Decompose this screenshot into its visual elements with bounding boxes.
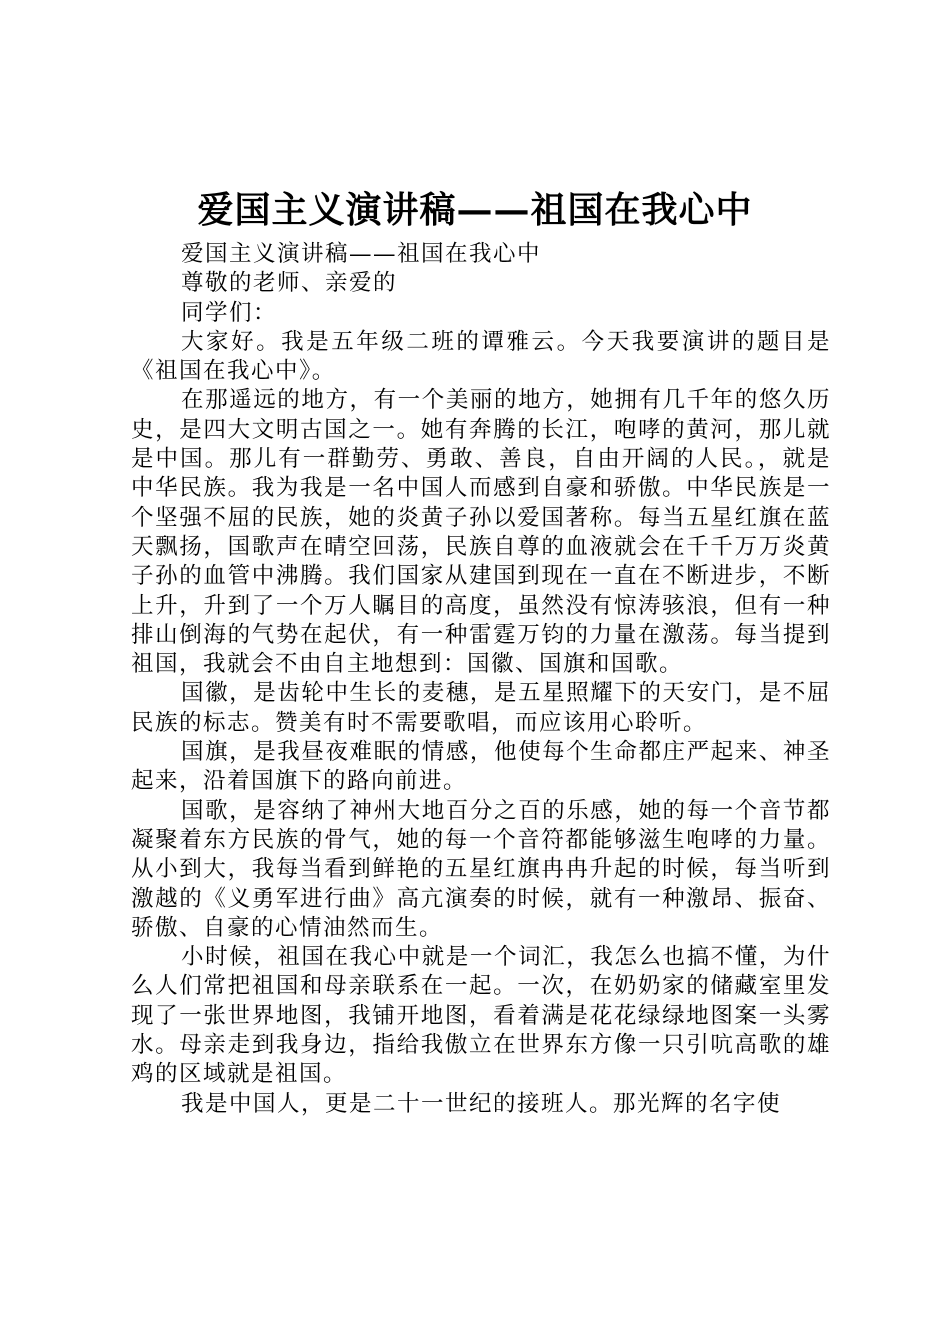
greeting-line-1: 尊敬的老师、亲爱的 — [181, 270, 398, 297]
paragraph-emblem: 国徽，是齿轮中生长的麦穗，是五星照耀下的天安门，是不屈民族的标志。赞美有时不需要歌唱，而应该用心聆听。 — [131, 680, 831, 736]
greeting-line-2: 同学们： — [181, 299, 278, 326]
paragraph-anthem: 国歌，是容纳了神州大地百分之百的乐感，她的每一个音节都凝聚着东方民族的骨气，她的每一个音符都能够滋生咆哮的力量。从小到大，我每当看到鲜艳的五星红旗冉冉升起的时候，每当听到激越的《义勇军进行曲》高亢演奏的时候，就有一种激昂、振奋、骄傲、自豪的心情油然而生。 — [131, 797, 831, 941]
paragraph-intro: 大家好。我是五年级二班的谭雅云。今天我要演讲的题目是《祖国在我心中》。 — [131, 328, 831, 385]
paragraph-successor: 我是中国人，更是二十一世纪的接班人。那光辉的名字使 — [181, 1090, 782, 1117]
document-body — [131, 240, 831, 1119]
paragraph-china: 在那遥远的地方，有一个美丽的地方，她拥有几千年的悠久历史，是四大文明古国之一。她有奔腾的长江，咆哮的黄河，那儿就是中国。那儿有一群勤劳、勇敢、善良，自由开阔的人民。，就是中华民族。我为我是一名中国人而感到自豪和骄傲。中华民族是一个坚强不屈的民族，她的炎黄子孙以爱国著称。每当五星红旗在蓝天飘扬，国歌声在晴空回荡，民族自尊的血液就会在千千万万炎黄子孙的血管中沸腾。我们国家从建国到现在一直在不断进步，不断上升，升到了一个万人瞩目的高度，虽然没有惊涛骇浪，但有一种排山倒海的气势在起伏，有一种雷霆万钧的力量在激荡。每当提到祖国，我就会不由自主地想到：国徽、国旗和国歌。 — [131, 387, 831, 678]
document-title: 爱国主义演讲稿——祖国在我心中 — [197, 189, 753, 231]
paragraph-flag: 国旗，是我昼夜难眠的情感，他使每个生命都庄严起来、神圣起来，沿着国旗下的路向前进。 — [131, 739, 831, 795]
paragraph-childhood: 小时候，祖国在我心中就是一个词汇，我怎么也搞不懂，为什么人们常把祖国和母亲联系在一起。一次，在奶奶家的储藏室里发现了一张世界地图，我铺开地图，看着满是花花绿绿地图案一头雾水。母亲走到我身边，指给我傲立在世界东方像一只引吭高歌的雄鸡的区域就是祖国。 — [131, 944, 831, 1088]
subtitle-line: 爱国主义演讲稿——祖国在我心中 — [181, 241, 542, 267]
